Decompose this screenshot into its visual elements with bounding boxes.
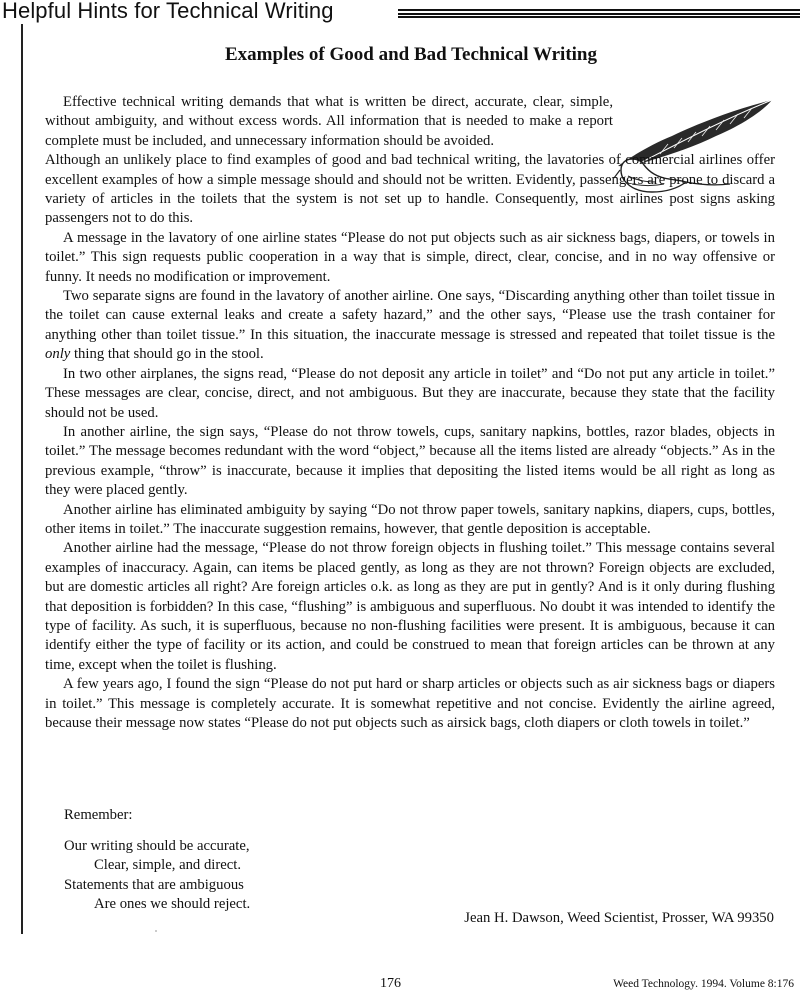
paragraph-3: A message in the lavatory of one airline states “Please do not put objects such as air sickness bags, diapers, or towels in toilet.” This sign requests public cooperation in a way that is simple, direct, clear, concise, and in no way offensive or funny. It needs no modification or improvement. [45, 229, 775, 285]
paragraph-7: Another airline has eliminated ambiguity by saying “Do not throw paper towels, sanitary napkins, diapers, cups, bottles, other items in toilet.” The inaccurate suggestion remains, however, that gentle deposition is acceptable. [45, 501, 775, 537]
poem [64, 837, 250, 915]
paragraph-2: Although an unlikely place to find examples of good and bad technical writing, the lavatories of commercial airlines offer excellent examples of how a simple message should and should not be written. Evidently, passengers are prone to discard a variety of articles in the toilets that the system is not set up to handle. Consequently, most airlines post signs asking passengers not to do this. [45, 152, 775, 227]
closing-verse [64, 806, 250, 915]
poem-line: Statements that are ambiguous [64, 876, 244, 893]
poem-line: Clear, simple, and direct. [94, 857, 242, 874]
speck [155, 930, 157, 932]
header-rule [398, 9, 800, 18]
paragraph-8: Another airline had the message, “Please do not throw foreign objects in flushing toilet.” This message contains several examples of inaccuracy. Again, can items be placed gently, as long as they are not thrown? Foreign objects are excluded, but are domestic articles all right? Are foreign articles o.k. as long as they are put in gently? And is it only during flushing that deposition is forbidden? In this case, “flushing” is ambiguous and superfluous. No doubt it was intended to identify the type of facility. As such, it is superfluous, because no non-flushing facilities were present. It is ambiguous, because it can identify either the type of facility or its action, and could be construed to mean that foreign articles can be thrown at any time, except when the toilet is flushing. [45, 540, 775, 673]
page-number: 176 [380, 976, 401, 991]
paragraph-4: Two separate signs are found in the lavatory of another airline. One says, “Discarding anything other than toilet tissue in the toilet can cause external leaks and create a safety hazard,” and the other says, “Please use the trash container for anything other than toilet tissue.” In this situation, the inaccurate message is stressed and repeated that toilet tissue is the only thing that should go in the stool. [45, 288, 775, 363]
article-body [45, 93, 775, 733]
paragraph-9: A few years ago, I found the sign “Please do not put hard or sharp articles or objects such as air sickness bags or diapers in toilet.” This message is completely accurate. It is somewhat repetitive and not concise. Evidently the airline agreed, because their message now states “Please do not put objects such as airsick bags, cloth diapers or cloth towels in toilet.” [45, 676, 775, 731]
running-header [0, 0, 800, 28]
header-title: Helpful Hints for Technical Writing [2, 0, 334, 23]
paragraph-1: Effective technical writing demands that what is written be direct, accurate, clear, simple, without ambiguity, and without excess words. All information that is needed to make a report complete must be included, and unnecessary information should be avoided. [45, 94, 613, 149]
article-title: Examples of Good and Bad Technical Writing [225, 44, 597, 65]
left-margin-rule [21, 24, 23, 934]
remember-label: Remember: [64, 807, 133, 823]
poem-line: Are ones we should reject. [94, 896, 251, 913]
journal-citation: Weed Technology. 1994. Volume 8:176 [613, 978, 794, 990]
author-signature: Jean H. Dawson, Weed Scientist, Prosser, WA 99350 [464, 910, 774, 926]
poem-line: Our writing should be accurate, [64, 837, 250, 854]
paragraph-5: In two other airplanes, the signs read, “Please do not deposit any article in toilet” and “Do not put any article in toilet.” These messages are clear, concise, direct, and not ambiguous. But they are inaccurate, because they state that the facility should not be used. [45, 365, 775, 421]
paragraph-6: In another airline, the sign says, “Please do not throw towels, cups, sanitary napkins, bottles, razor blades, objects in toilet.” The message becomes redundant with the word “object,” because all the items listed are already “objects.” As in the previous example, “throw” is inaccurate, because it implies that depositing the listed items would be all right as long as they were placed gently. [45, 423, 775, 499]
